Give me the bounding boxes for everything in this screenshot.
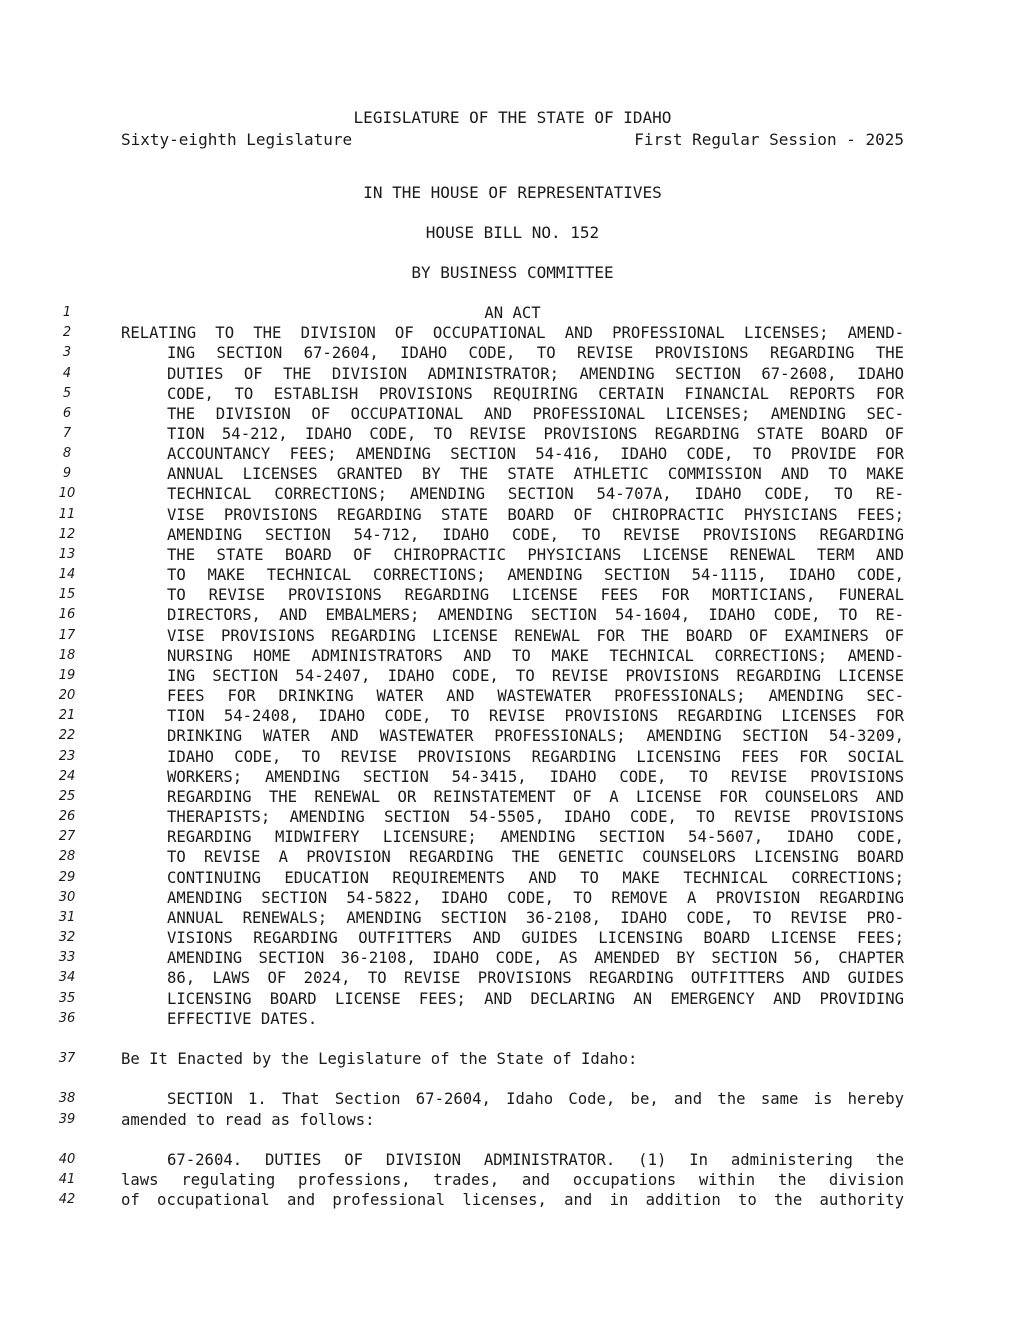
legislature-title: LEGISLATURE OF THE STATE OF IDAHO [353, 108, 672, 127]
line-number: 6 [62, 406, 72, 421]
text-line [0, 1049, 1024, 1069]
line-number: 35 [58, 991, 76, 1006]
text-line [0, 726, 1024, 746]
line-number: 13 [58, 547, 76, 562]
text-line [0, 807, 1024, 827]
bill-number: HOUSE BILL NO. 152 [425, 223, 600, 242]
enacting-clause: Be It Enacted by the Legislature of the State of Idaho: [121, 1050, 638, 1068]
act-title: AN ACT [484, 304, 541, 322]
line-number: 19 [58, 668, 76, 683]
line-text: ING SECTION 54-2407, IDAHO CODE, TO REVISE PROVISIONS REGARDING LICENSE [167, 667, 904, 685]
line-text: LICENSING BOARD LICENSE FEES; AND DECLARING AN EMERGENCY AND PROVIDING [167, 990, 904, 1008]
line-text: DIRECTORS, AND EMBALMERS; AMENDING SECTION 54-1604, IDAHO CODE, TO RE- [167, 606, 904, 624]
line-text: REGARDING THE RENEWAL OR REINSTATEMENT OF A LICENSE FOR COUNSELORS AND [167, 788, 904, 806]
line-text: TO MAKE TECHNICAL CORRECTIONS; AMENDING SECTION 54-1115, IDAHO CODE, [167, 566, 904, 584]
text-line [0, 908, 1024, 928]
line-number: 29 [58, 870, 76, 885]
text-line [0, 1190, 1024, 1210]
text-line [0, 928, 1024, 948]
text-line [0, 565, 1024, 585]
line-number: 34 [58, 970, 76, 985]
line-number: 38 [58, 1091, 76, 1106]
text-line [0, 767, 1024, 787]
text-line [0, 948, 1024, 968]
line-number: 26 [58, 809, 76, 824]
line-number: 41 [58, 1172, 76, 1187]
line-text: DRINKING WATER AND WASTEWATER PROFESSIONALS; AMENDING SECTION 54-3209, [167, 727, 904, 745]
text-line [0, 605, 1024, 625]
line-number: 4 [62, 366, 72, 381]
text-line [0, 384, 1024, 404]
line-number: 16 [58, 607, 76, 622]
line-number: 15 [58, 587, 76, 602]
text-line [0, 888, 1024, 908]
text-line [0, 545, 1024, 565]
line-number: 22 [58, 728, 76, 743]
text-line [0, 1110, 1024, 1130]
line-text: FEES FOR DRINKING WATER AND WASTEWATER PROFESSIONALS; AMENDING SEC- [167, 687, 904, 705]
line-text: THE STATE BOARD OF CHIROPRACTIC PHYSICIANS LICENSE RENEWAL TERM AND [167, 546, 904, 564]
line-text: amended to read as follows: [121, 1111, 375, 1129]
line-text: TION 54-2408, IDAHO CODE, TO REVISE PROVISIONS REGARDING LICENSES FOR [167, 707, 904, 725]
text-line [0, 404, 1024, 424]
text-line [0, 1150, 1024, 1170]
line-number: 14 [58, 567, 76, 582]
line-text: CODE, TO ESTABLISH PROVISIONS REQUIRING CERTAIN FINANCIAL REPORTS FOR [167, 385, 904, 403]
line-number: 39 [58, 1112, 76, 1127]
line-text: ING SECTION 67-2604, IDAHO CODE, TO REVISE PROVISIONS REGARDING THE [167, 344, 904, 362]
chamber-heading: IN THE HOUSE OF REPRESENTATIVES [363, 183, 662, 202]
line-number: 28 [58, 849, 76, 864]
line-text: TECHNICAL CORRECTIONS; AMENDING SECTION 54-707A, IDAHO CODE, TO RE- [167, 485, 904, 503]
line-text: TO REVISE A PROVISION REGARDING THE GENETIC COUNSELORS LICENSING BOARD [167, 848, 904, 866]
line-text: THERAPISTS; AMENDING SECTION 54-5505, IDAHO CODE, TO REVISE PROVISIONS [167, 808, 904, 826]
line-text: VISIONS REGARDING OUTFITTERS AND GUIDES LICENSING BOARD LICENSE FEES; [167, 929, 904, 947]
line-number: 11 [58, 507, 76, 522]
text-line [0, 343, 1024, 363]
text-line [0, 505, 1024, 525]
line-number: 12 [58, 527, 76, 542]
line-text: RELATING TO THE DIVISION OF OCCUPATIONAL AND PROFESSIONAL LICENSES; AMEND- [121, 324, 904, 342]
line-number: 30 [58, 890, 76, 905]
text-line [0, 666, 1024, 686]
text-line [0, 1089, 1024, 1109]
line-number: 10 [58, 486, 76, 501]
line-number: 27 [58, 829, 76, 844]
text-line [0, 444, 1024, 464]
line-number: 23 [58, 749, 76, 764]
line-number: 2 [62, 325, 72, 340]
line-text: REGARDING MIDWIFERY LICENSURE; AMENDING SECTION 54-5607, IDAHO CODE, [167, 828, 904, 846]
line-number: 31 [58, 910, 76, 925]
line-text: laws regulating professions, trades, and occupations within the division [121, 1171, 904, 1189]
text-line [0, 706, 1024, 726]
legislature-number: Sixty-eighth Legislature [121, 130, 353, 149]
line-number: 17 [58, 628, 76, 643]
line-text: ANNUAL LICENSES GRANTED BY THE STATE ATHLETIC COMMISSION AND TO MAKE [167, 465, 904, 483]
text-line [0, 847, 1024, 867]
line-number: 20 [58, 688, 76, 703]
line-number: 18 [58, 648, 76, 663]
text-line [0, 626, 1024, 646]
text-line [0, 827, 1024, 847]
text-line [0, 303, 1024, 323]
line-number: 40 [58, 1152, 76, 1167]
text-line [0, 646, 1024, 666]
line-text: TO REVISE PROVISIONS REGARDING LICENSE FEES FOR MORTICIANS, FUNERAL [167, 586, 904, 604]
text-line [0, 968, 1024, 988]
line-number: 24 [58, 769, 76, 784]
text-line [0, 585, 1024, 605]
text-line [0, 747, 1024, 767]
text-line [0, 464, 1024, 484]
line-number: 1 [62, 305, 72, 320]
line-text: TION 54-212, IDAHO CODE, TO REVISE PROVISIONS REGARDING STATE BOARD OF [167, 425, 904, 443]
text-line [0, 364, 1024, 384]
line-number: 9 [62, 466, 72, 481]
text-line [0, 787, 1024, 807]
line-text: SECTION 1. That Section 67-2604, Idaho Code, be, and the same is hereby [167, 1090, 904, 1108]
line-number: 42 [58, 1192, 76, 1207]
text-line [0, 424, 1024, 444]
line-text: CONTINUING EDUCATION REQUIREMENTS AND TO MAKE TECHNICAL CORRECTIONS; [167, 869, 904, 887]
line-text: VISE PROVISIONS REGARDING STATE BOARD OF CHIROPRACTIC PHYSICIANS FEES; [167, 506, 904, 524]
line-text: THE DIVISION OF OCCUPATIONAL AND PROFESSIONAL LICENSES; AMENDING SEC- [167, 405, 904, 423]
text-line [0, 484, 1024, 504]
line-number: 33 [58, 950, 76, 965]
line-text: ACCOUNTANCY FEES; AMENDING SECTION 54-416, IDAHO CODE, TO PROVIDE FOR [167, 445, 904, 463]
line-number: 21 [58, 708, 76, 723]
text-line [0, 1170, 1024, 1190]
line-text: EFFECTIVE DATES. [167, 1010, 318, 1028]
line-number: 37 [58, 1051, 76, 1066]
line-text: DUTIES OF THE DIVISION ADMINISTRATOR; AMENDING SECTION 67-2608, IDAHO [167, 365, 904, 383]
bill-sponsor: BY BUSINESS COMMITTEE [411, 263, 614, 282]
line-text: AMENDING SECTION 36-2108, IDAHO CODE, AS AMENDED BY SECTION 56, CHAPTER [167, 949, 904, 967]
line-text: 67-2604. DUTIES OF DIVISION ADMINISTRATOR. (1) In administering the [167, 1151, 904, 1169]
line-number: 8 [62, 446, 72, 461]
line-text: WORKERS; AMENDING SECTION 54-3415, IDAHO CODE, TO REVISE PROVISIONS [167, 768, 904, 786]
line-text: VISE PROVISIONS REGARDING LICENSE RENEWAL FOR THE BOARD OF EXAMINERS OF [167, 627, 904, 645]
line-text: of occupational and professional licenses, and in addition to the authority [121, 1191, 904, 1209]
line-text: IDAHO CODE, TO REVISE PROVISIONS REGARDING LICENSING FEES FOR SOCIAL [167, 748, 904, 766]
line-text: NURSING HOME ADMINISTRATORS AND TO MAKE TECHNICAL CORRECTIONS; AMEND- [167, 647, 904, 665]
session-name: First Regular Session - 2025 [634, 130, 904, 149]
text-line [0, 868, 1024, 888]
line-text: AMENDING SECTION 54-712, IDAHO CODE, TO REVISE PROVISIONS REGARDING [167, 526, 904, 544]
text-line [0, 1009, 1024, 1029]
text-line [0, 989, 1024, 1009]
line-number: 36 [58, 1011, 76, 1026]
text-line [0, 525, 1024, 545]
line-number: 25 [58, 789, 76, 804]
line-text: AMENDING SECTION 54-5822, IDAHO CODE, TO REMOVE A PROVISION REGARDING [167, 889, 904, 907]
line-text: ANNUAL RENEWALS; AMENDING SECTION 36-2108, IDAHO CODE, TO REVISE PRO- [167, 909, 904, 927]
line-number: 5 [62, 386, 72, 401]
line-number: 32 [58, 930, 76, 945]
line-text: 86, LAWS OF 2024, TO REVISE PROVISIONS REGARDING OUTFITTERS AND GUIDES [167, 969, 904, 987]
line-number: 3 [62, 345, 72, 360]
text-line [0, 686, 1024, 706]
text-line [0, 323, 1024, 343]
line-number: 7 [62, 426, 72, 441]
